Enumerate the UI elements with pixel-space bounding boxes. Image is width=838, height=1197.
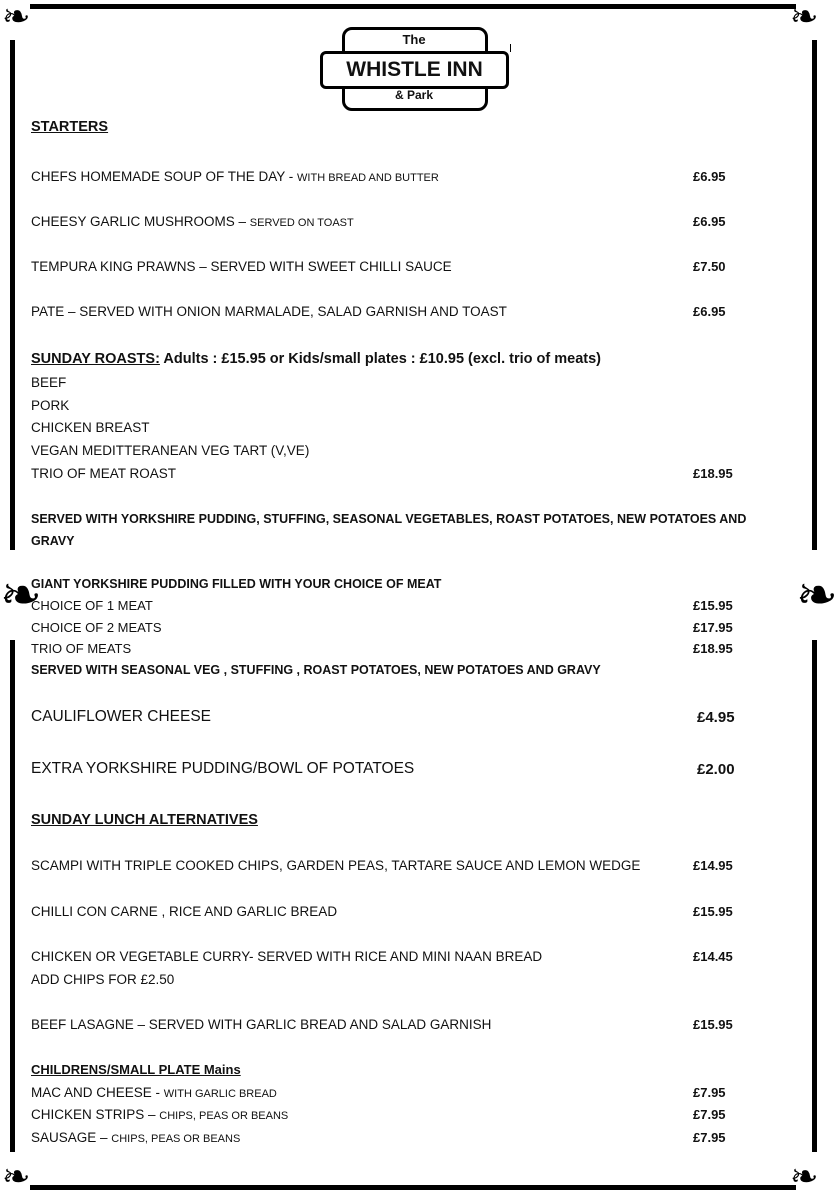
giant-item: TRIO OF MEATS	[31, 641, 132, 656]
extra-price: £2.00	[697, 761, 735, 778]
giant-price: £18.95	[693, 641, 733, 656]
giant-yorkshire-heading: GIANT YORKSHIRE PUDDING FILLED WITH YOUR CHOICE OF MEAT	[31, 577, 442, 591]
extra-price: £4.95	[697, 709, 735, 726]
alternative-price: £15.95	[693, 904, 733, 919]
side-flourish-right: ❧	[796, 566, 838, 624]
item-note: CHIPS, PEAS OR BEANS	[111, 1133, 241, 1145]
alternative-item: CHICKEN OR VEGETABLE CURRY- SERVED WITH RICE AND MINI NAAN BREAD	[31, 949, 543, 964]
corner-flourish-bottom-right: ❧	[790, 1157, 819, 1197]
roasts-served-with: SERVED WITH YORKSHIRE PUDDING, STUFFING, SEASONAL VEGETABLES, ROAST POTATOES, NEW POTATOES AND	[31, 512, 747, 526]
roast-item: PORK	[31, 398, 70, 413]
starter-price: £6.95	[693, 214, 726, 229]
corner-flourish-top-right: ❧	[790, 0, 819, 37]
starter-item	[31, 214, 354, 229]
item-note: WITH GARLIC BREAD	[163, 1088, 277, 1100]
children-item	[31, 1130, 240, 1145]
item-note: CHIPS, PEAS OR BEANS	[159, 1110, 289, 1122]
starter-item	[31, 169, 439, 184]
starter-item: PATE – SERVED WITH ONION MARMALADE, SALAD GARNISH AND TOAST	[31, 304, 507, 319]
children-price: £7.95	[693, 1107, 726, 1122]
alternative-item: BEEF LASAGNE – SERVED WITH GARLIC BREAD AND SALAD GARNISH	[31, 1017, 492, 1032]
frame-left-border-upper	[10, 40, 15, 550]
corner-flourish-bottom-left: ❧	[2, 1157, 31, 1197]
restaurant-logo	[316, 27, 512, 109]
item-name: CHEESY GARLIC MUSHROOMS –	[31, 214, 250, 229]
roast-item: BEEF	[31, 375, 67, 390]
extra-item: CAULIFLOWER CHEESE	[31, 708, 212, 725]
alternative-item: CHILLI CON CARNE , RICE AND GARLIC BREAD	[31, 904, 338, 919]
children-item	[31, 1107, 288, 1122]
giant-served-with: SERVED WITH SEASONAL VEG , STUFFING , ROAST POTATOES, NEW POTATOES AND GRAVY	[31, 663, 601, 677]
logo-the-text: The	[402, 32, 426, 47]
roast-trio-price: £18.95	[693, 466, 733, 481]
item-name: CHICKEN STRIPS –	[31, 1107, 160, 1122]
roast-item: CHICKEN BREAST	[31, 420, 150, 435]
logo-tick-mark	[510, 44, 511, 52]
children-price: £7.95	[693, 1085, 726, 1100]
item-note: SERVED ON TOAST	[249, 217, 354, 229]
frame-right-border-upper	[812, 40, 817, 550]
frame-top-border	[30, 4, 796, 9]
roasts-served-with-cont: GRAVY	[31, 534, 75, 548]
starters-heading: STARTERS	[31, 119, 109, 135]
roasts-heading-line	[31, 351, 601, 367]
roasts-heading-prices: Adults : £15.95 or Kids/small plates : £10.95 (excl. trio of meats)	[159, 351, 601, 367]
starter-item: TEMPURA KING PRAWNS – SERVED WITH SWEET CHILLI SAUCE	[31, 259, 452, 274]
giant-item: CHOICE OF 1 MEAT	[31, 598, 153, 613]
children-price: £7.95	[693, 1130, 726, 1145]
item-note: WITH BREAD AND BUTTER	[297, 172, 439, 184]
roasts-heading: SUNDAY ROASTS:	[31, 351, 160, 367]
frame-bottom-border	[30, 1185, 796, 1190]
logo-name-band: WHISTLE INN	[320, 51, 509, 89]
item-name: SAUSAGE –	[31, 1130, 112, 1145]
extra-item: EXTRA YORKSHIRE PUDDING/BOWL OF POTATOES	[31, 760, 415, 777]
giant-item: CHOICE OF 2 MEATS	[31, 620, 162, 635]
children-item	[31, 1085, 277, 1100]
giant-price: £15.95	[693, 598, 733, 613]
childrens-heading: CHILDRENS/SMALL PLATE Mains	[31, 1062, 241, 1077]
item-name: MAC AND CHEESE -	[31, 1085, 164, 1100]
add-chips-note: ADD CHIPS FOR £2.50	[31, 972, 175, 987]
alternative-price: £14.95	[693, 858, 733, 873]
frame-left-border-lower	[10, 640, 15, 1152]
frame-right-border-lower	[812, 640, 817, 1152]
starter-price: £7.50	[693, 259, 726, 274]
alternative-price: £14.45	[693, 949, 733, 964]
starter-price: £6.95	[693, 304, 726, 319]
giant-price: £17.95	[693, 620, 733, 635]
corner-flourish-top-left: ❧	[2, 0, 31, 37]
starter-price: £6.95	[693, 169, 726, 184]
roast-item: TRIO OF MEAT ROAST	[31, 466, 177, 481]
roast-item: VEGAN MEDITTERANEAN VEG TART (V,VE)	[31, 443, 310, 458]
item-name: CHEFS HOMEMADE SOUP OF THE DAY -	[31, 169, 298, 184]
alternatives-heading: SUNDAY LUNCH ALTERNATIVES	[31, 812, 258, 828]
alternative-price: £15.95	[693, 1017, 733, 1032]
logo-park-text: & Park	[394, 88, 434, 102]
side-flourish-left: ❧	[0, 566, 42, 624]
alternative-item: SCAMPI WITH TRIPLE COOKED CHIPS, GARDEN PEAS, TARTARE SAUCE AND LEMON WEDGE	[31, 858, 641, 873]
